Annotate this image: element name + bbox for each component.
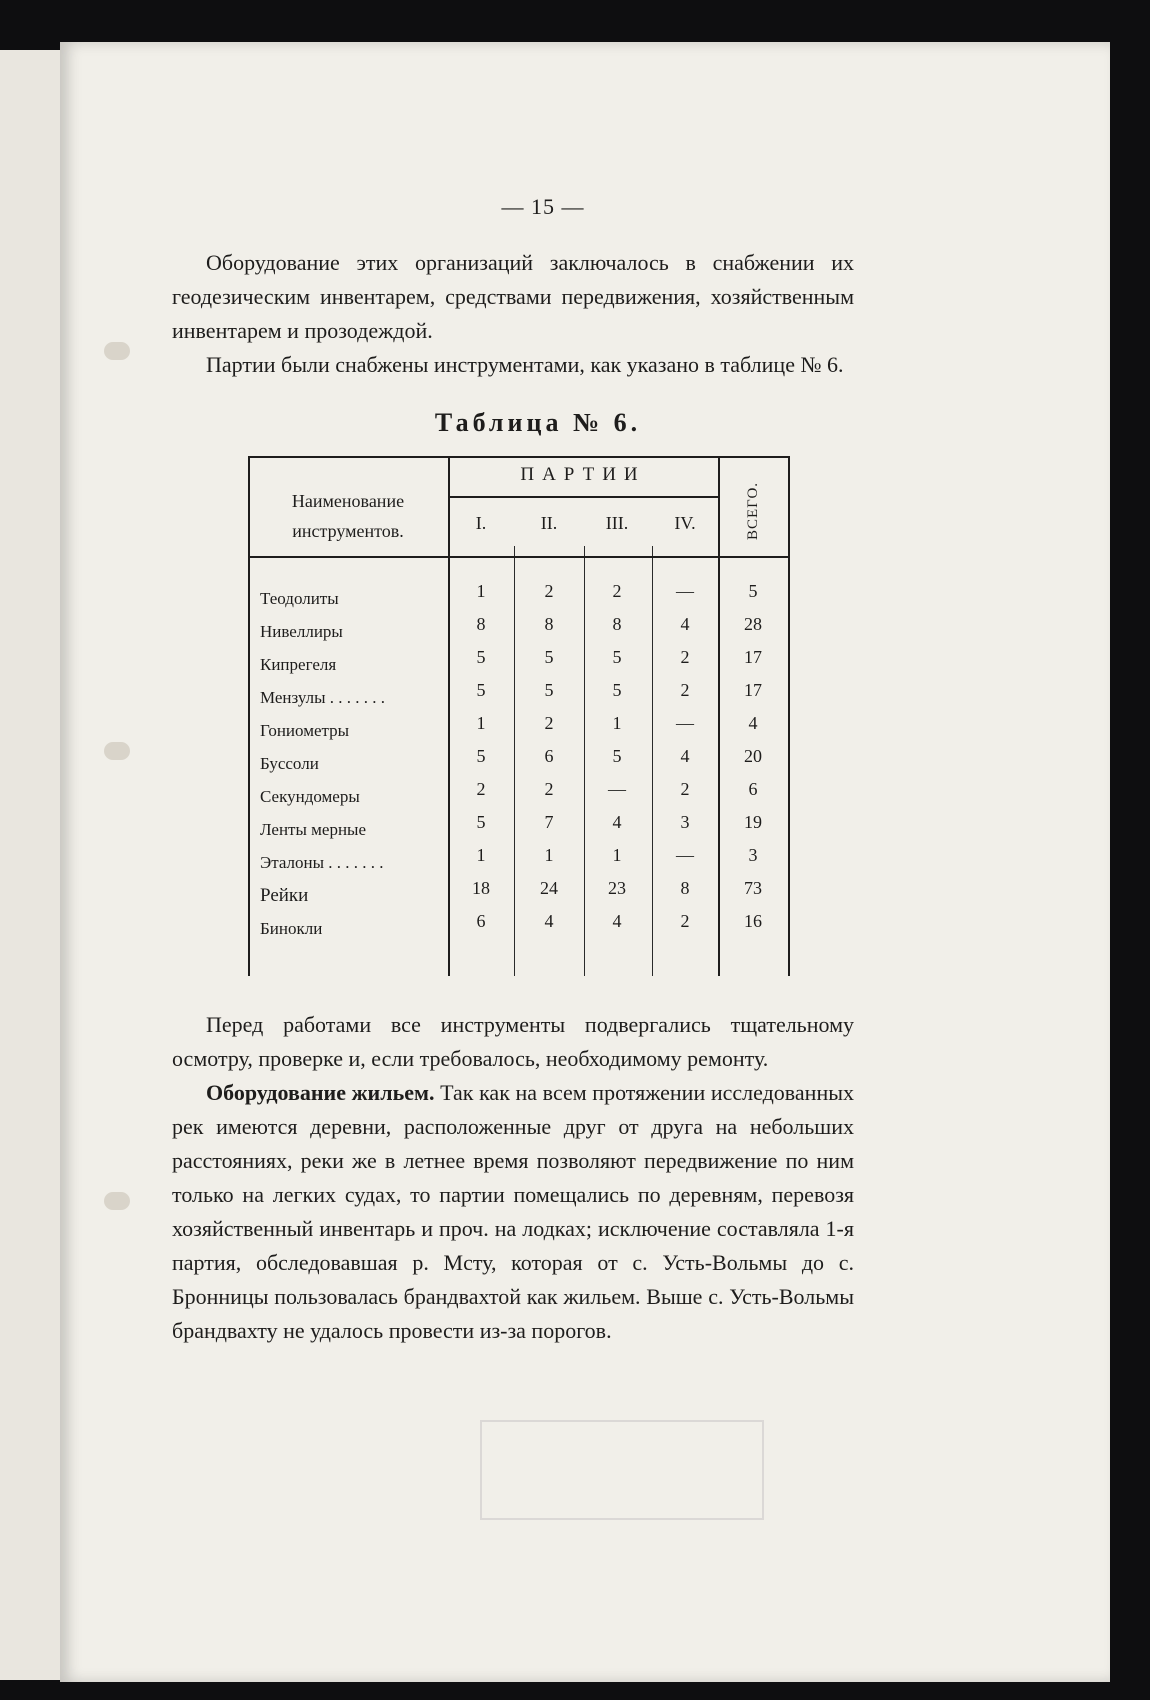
table-row xyxy=(248,811,788,841)
cell-total: 73 xyxy=(744,878,762,898)
page-content xyxy=(172,190,854,1348)
cell-total: 16 xyxy=(744,911,762,931)
page-number: — 15 — xyxy=(501,194,585,219)
table-row xyxy=(248,910,788,940)
table-border-top xyxy=(248,456,788,458)
cell: 2 xyxy=(544,581,554,601)
cell: 2 xyxy=(680,911,690,931)
cell: — xyxy=(676,845,694,865)
cell: 5 xyxy=(612,680,622,700)
cell: 4 xyxy=(612,812,622,832)
binding-thread xyxy=(104,742,130,760)
cell: 6 xyxy=(476,911,486,931)
cell: 5 xyxy=(544,647,554,667)
cell: 8 xyxy=(476,614,486,634)
table-row xyxy=(248,679,788,709)
cell: 24 xyxy=(540,878,558,898)
cell: 7 xyxy=(544,812,554,832)
row-name: Мензулы . . . . . . . xyxy=(260,688,386,707)
cell: 8 xyxy=(680,878,690,898)
table-header-rule xyxy=(448,496,718,498)
facing-page-edge xyxy=(0,50,63,1680)
cell: 5 xyxy=(544,680,554,700)
binding-thread xyxy=(104,342,130,360)
table-row xyxy=(248,844,788,874)
cell: 1 xyxy=(476,845,486,865)
cell-total: 5 xyxy=(748,581,758,601)
cell: 2 xyxy=(680,647,690,667)
cell: 1 xyxy=(612,713,622,733)
cell-total: 20 xyxy=(744,746,762,766)
cell: 1 xyxy=(476,713,486,733)
cell: — xyxy=(676,713,694,733)
cell: 4 xyxy=(612,911,622,931)
library-stamp xyxy=(480,1420,764,1520)
table-border-right xyxy=(788,456,790,976)
header-total xyxy=(718,476,788,556)
cell: 6 xyxy=(544,746,554,766)
binding-thread xyxy=(104,1192,130,1210)
cell-total: 17 xyxy=(744,680,762,700)
paragraph-housing xyxy=(172,1076,854,1348)
cell: 8 xyxy=(544,614,554,634)
header-column-3: III. xyxy=(605,513,629,533)
table-row xyxy=(248,712,788,742)
cell: 4 xyxy=(680,746,690,766)
row-name: Рейки xyxy=(260,885,309,906)
row-name: Кипрегеля xyxy=(260,655,337,674)
cell-total: 17 xyxy=(744,647,762,667)
header-column-2: II. xyxy=(540,513,558,533)
row-name: Секундомеры xyxy=(260,787,360,806)
cell: 2 xyxy=(544,713,554,733)
table-row xyxy=(248,745,788,775)
table-title: Таблица № 6. xyxy=(434,408,642,437)
cell: 8 xyxy=(612,614,622,634)
row-name: Нивеллиры xyxy=(260,622,343,641)
paragraph-equipment: Оборудование этих организаций заключалось в снабжении их геодезическим инвентарем, средствами передвижения, хозяйственным инвентарем и прозодеждой. xyxy=(172,250,854,343)
cell-total: 4 xyxy=(748,713,758,733)
cell: 5 xyxy=(612,647,622,667)
table-row xyxy=(248,778,788,808)
cell: 2 xyxy=(612,581,622,601)
cell: 2 xyxy=(476,779,486,799)
cell: — xyxy=(676,581,694,601)
cell: 5 xyxy=(476,647,486,667)
cell-total: 19 xyxy=(744,812,762,832)
cell: 2 xyxy=(544,779,554,799)
header-column-4: IV. xyxy=(674,513,696,533)
table-row xyxy=(248,877,788,907)
housing-text: Так как на всем протяжении исследованных рек имеются деревни, расположенные друг от друга на небольших расстояниях, реки же в летнее время позволяют передвижение по ним только на легких судах, то партии помещались по деревням, перевозя хозяйственный инвентарь и проч. на лодках; исключение составлялa 1-я партия, обследовавшая р. Мсту, которая от с. Усть-Вольмы до с. Бронницы пользовалась брандвахтой как жильем. Выше с. Усть-Вольмы брандвахту не удалось провести из-за порогов. xyxy=(172,1080,854,1343)
paragraph-instruments: Партии были снабжены инструментами, как указано в таблице № 6. xyxy=(206,352,844,377)
table-row xyxy=(248,613,788,643)
paragraph-repair: Перед работами все инструменты подвергались тщательному осмотру, проверке и, если требовалось, необходимому ремонту. xyxy=(172,1012,854,1071)
cell-total: 28 xyxy=(744,614,762,634)
cell: 18 xyxy=(472,878,490,898)
cell: 1 xyxy=(612,845,622,865)
cell: 1 xyxy=(476,581,486,601)
table-row xyxy=(248,646,788,676)
cell: 2 xyxy=(680,680,690,700)
row-name: Бинокли xyxy=(260,919,323,938)
header-total-label: ВСЕГО. xyxy=(745,481,761,540)
row-name: Гониометры xyxy=(260,721,350,740)
cell-total: 3 xyxy=(748,845,758,865)
instruments-table xyxy=(248,456,788,976)
table-header-bottom xyxy=(248,556,788,558)
cell: 3 xyxy=(680,812,690,832)
cell: 2 xyxy=(680,779,690,799)
cell: 23 xyxy=(608,878,626,898)
row-name: Буссоли xyxy=(260,754,319,773)
header-partii: ПАРТИИ xyxy=(520,464,646,485)
table-row xyxy=(248,580,788,610)
housing-heading: Оборудование жильем. xyxy=(206,1080,435,1105)
row-name: Теодолиты xyxy=(260,589,339,608)
cell: 5 xyxy=(476,746,486,766)
cell: 5 xyxy=(476,680,486,700)
cell: 4 xyxy=(544,911,554,931)
cell: 5 xyxy=(612,746,622,766)
row-name: Ленты мерные xyxy=(260,820,367,839)
cell: 5 xyxy=(476,812,486,832)
cell-total: 6 xyxy=(748,779,758,799)
cell: 1 xyxy=(544,845,554,865)
row-name: Эталоны . . . . . . . xyxy=(260,853,384,872)
cell: 4 xyxy=(680,614,690,634)
header-column-1: I. xyxy=(475,513,487,533)
cell: — xyxy=(608,779,626,799)
header-instrument-name: Наименование инструментов. xyxy=(291,491,405,541)
